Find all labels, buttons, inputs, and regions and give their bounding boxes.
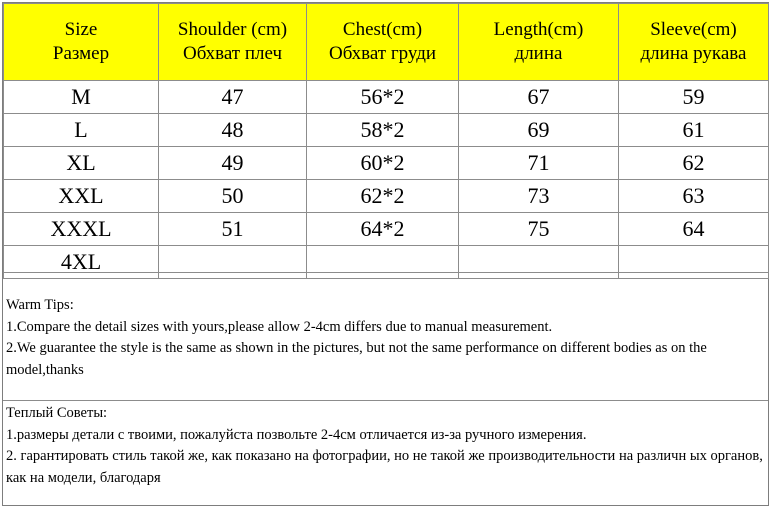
header-chest-en: Chest(cm) — [342, 19, 423, 40]
tips-line: 1.Compare the detail sizes with yours,please allow 2-4cm differs due to manual measurement. — [6, 318, 553, 335]
cell-shoulder: 51 — [159, 213, 307, 246]
cell-size: 4XL — [4, 246, 159, 279]
table-row — [4, 180, 769, 213]
header-size-ru: Размер — [52, 43, 110, 64]
header-length-ru: длина — [514, 43, 563, 64]
cell-shoulder: 49 — [159, 147, 307, 180]
cell-length: 73 — [459, 180, 619, 213]
cell-sleeve: 64 — [619, 213, 769, 246]
cell-size: XL — [4, 147, 159, 180]
header-size — [4, 4, 159, 81]
header-size-en: Size — [64, 19, 98, 40]
cell-size: XXL — [4, 180, 159, 213]
cell-size: M — [4, 81, 159, 114]
header-length — [459, 4, 619, 81]
warm-tips-russian — [3, 400, 768, 506]
cell-chest: 58*2 — [307, 114, 459, 147]
warm-tips-english — [3, 272, 768, 400]
cell-size: XXXL — [4, 213, 159, 246]
table-row — [4, 114, 769, 147]
cell-sleeve: 62 — [619, 147, 769, 180]
tips-line: 1.размеры детали с твоими, пожалуйста позвольте 2-4см отличается из-за ручного измерения. — [6, 426, 587, 443]
table-row — [4, 81, 769, 114]
cell-length: 69 — [459, 114, 619, 147]
header-shoulder-ru: Обхват плеч — [182, 43, 283, 64]
cell-chest: 56*2 — [307, 81, 459, 114]
header-sleeve-en: Sleeve(cm) — [650, 19, 737, 40]
header-shoulder-en: Shoulder (cm) — [177, 19, 288, 40]
cell-shoulder: 50 — [159, 180, 307, 213]
cell-shoulder: 47 — [159, 81, 307, 114]
table-row — [4, 147, 769, 180]
header-sleeve — [619, 4, 769, 81]
header-length-en: Length(cm) — [493, 19, 584, 40]
header-chest — [307, 4, 459, 81]
tips-title: Warm Tips: — [6, 297, 74, 313]
cell-chest: 64*2 — [307, 213, 459, 246]
tips-line: 2. гарантировать стиль такой же, как показано на фотографии, но не такой же производительности на различн ых органов, как на модели, благодаря — [6, 448, 763, 486]
header-row — [4, 4, 769, 81]
cell-sleeve: 63 — [619, 180, 769, 213]
cell-sleeve: 61 — [619, 114, 769, 147]
cell-size: L — [4, 114, 159, 147]
tips-line: 2.We guarantee the style is the same as shown in the pictures, but not the same performance on different bodies as on the model,thanks — [6, 340, 707, 378]
header-sleeve-ru: длина рукава — [640, 43, 747, 64]
cell-length: 75 — [459, 213, 619, 246]
cell-chest: 62*2 — [307, 180, 459, 213]
cell-sleeve: 59 — [619, 81, 769, 114]
cell-chest: 60*2 — [307, 147, 459, 180]
size-table — [3, 3, 769, 279]
cell-length: 71 — [459, 147, 619, 180]
cell-length: 67 — [459, 81, 619, 114]
header-chest-ru: Обхват груди — [328, 43, 437, 64]
cell-shoulder: 48 — [159, 114, 307, 147]
header-shoulder — [159, 4, 307, 81]
table-row — [4, 213, 769, 246]
size-chart — [2, 2, 769, 506]
tips-title: Теплый Советы: — [6, 405, 108, 421]
